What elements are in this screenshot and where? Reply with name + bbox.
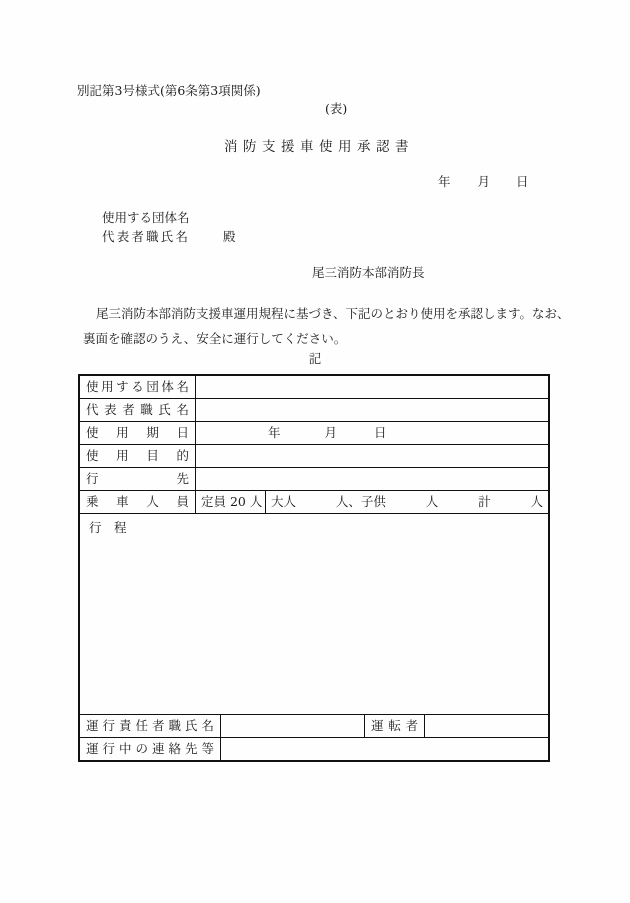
table-row-contact bbox=[80, 737, 548, 760]
destination-value bbox=[195, 468, 548, 490]
table-row-organization bbox=[80, 376, 548, 398]
driver-label: 運転者 bbox=[364, 715, 424, 737]
table-row-itinerary bbox=[80, 513, 548, 714]
passengers-adult-label: 大人 bbox=[271, 494, 297, 509]
sender-name: 尾三消防本部消防長 bbox=[312, 265, 425, 280]
use-date-year-label: 年 bbox=[268, 425, 281, 440]
representative-label: 代表者職氏名 bbox=[86, 402, 189, 417]
header-date-line bbox=[438, 172, 529, 190]
header-date-month-label: 月 bbox=[477, 174, 491, 189]
table-row-use-date bbox=[80, 421, 548, 444]
table-row-purpose bbox=[80, 444, 548, 467]
operation-manager-label: 運行責任者職氏名 bbox=[86, 718, 214, 733]
table-row-representative bbox=[80, 398, 548, 421]
table-row-passengers bbox=[80, 490, 548, 513]
body-line-1: 尾三消防本部消防支援車運用規程に基づき、下記のとおり使用を承認します。なお、 bbox=[96, 306, 570, 321]
itinerary-cell bbox=[80, 514, 548, 714]
passengers-capacity: 定員 20 人 bbox=[195, 491, 265, 513]
approval-form-table bbox=[78, 374, 550, 762]
passengers-child-unit: 人 bbox=[425, 494, 439, 509]
body-line-2: 裏面を確認のうえ、安全に運行してください。 bbox=[83, 331, 347, 346]
body-paragraph bbox=[83, 301, 570, 351]
addressee-organization-label: 使用する団体名 bbox=[102, 210, 190, 225]
driver-value bbox=[424, 715, 548, 737]
passengers-adult-unit-child-label: 人、子供 bbox=[335, 494, 386, 509]
form-number: 別記第3号様式(第6条第3項関係) bbox=[77, 83, 261, 98]
use-date-value bbox=[195, 422, 548, 444]
record-heading: 記 bbox=[308, 351, 322, 366]
representative-value bbox=[195, 399, 548, 421]
itinerary-label: 行 程 bbox=[89, 520, 127, 535]
organization-value bbox=[195, 376, 548, 398]
passengers-total-label: 計 bbox=[478, 494, 491, 509]
organization-label: 使用する団体名 bbox=[86, 379, 189, 394]
table-row-operation-manager bbox=[80, 714, 548, 737]
use-date-month-label: 月 bbox=[324, 425, 338, 440]
use-date-label: 使用期日 bbox=[86, 425, 189, 440]
side-indicator: (表) bbox=[325, 101, 348, 116]
contact-value bbox=[220, 738, 548, 760]
addressee-representative-label: 代表者職氏名 bbox=[102, 229, 188, 244]
contact-label: 運行中の連絡先等 bbox=[86, 741, 214, 756]
addressee-representative-row bbox=[102, 227, 236, 246]
table-row-destination bbox=[80, 467, 548, 490]
passengers-label: 乗車人員 bbox=[86, 494, 189, 509]
passengers-breakdown bbox=[265, 491, 548, 513]
operation-manager-value bbox=[220, 715, 364, 737]
purpose-label: 使用目的 bbox=[86, 448, 189, 463]
document-title: 消防支援車使用承認書 bbox=[224, 139, 414, 155]
addressee-block bbox=[102, 208, 236, 246]
header-date-day-label: 日 bbox=[516, 174, 529, 189]
passengers-total-unit: 人 bbox=[530, 494, 543, 509]
addressee-honorific: 殿 bbox=[223, 229, 236, 244]
use-date-day-label: 日 bbox=[374, 425, 387, 440]
purpose-value bbox=[195, 445, 548, 467]
destination-label: 行先 bbox=[86, 471, 189, 486]
header-date-year-label: 年 bbox=[438, 174, 451, 189]
